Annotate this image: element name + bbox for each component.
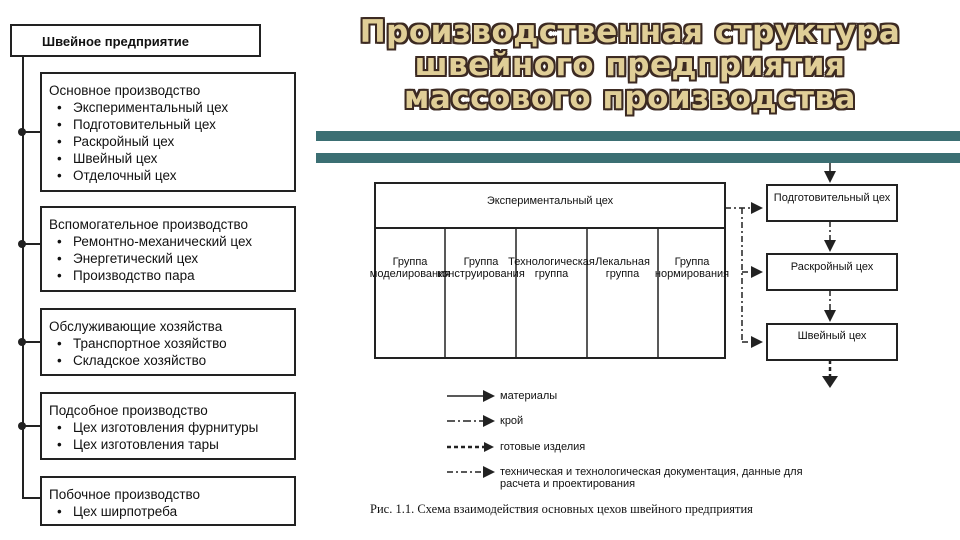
category-title: Основное производство <box>49 83 201 98</box>
legend-label: техническая и технологическая документация, данные для расчета и проектирования <box>500 466 803 490</box>
category-item: • Транспортное хозяйство <box>49 335 294 352</box>
group-cell: Технологическая группа <box>508 256 595 280</box>
group-cell: Лекальная группа <box>595 256 650 280</box>
exp-shop-header: Экспериментальный цех <box>486 195 614 207</box>
category-item: • Швейный цех <box>49 150 294 167</box>
group-cell: Группа нормирования <box>654 256 730 280</box>
flow-box-sewing: Швейный цех <box>797 330 867 342</box>
legend-line-finished <box>484 442 494 452</box>
category-item: • Ремонтно-механический цех <box>49 233 294 250</box>
title-line-3: массового производства <box>404 80 856 116</box>
group-cell: Группа моделирования <box>369 256 451 280</box>
category-item: • Цех ширпотреба <box>49 503 294 520</box>
flow-box-cutting: Раскройный цех <box>790 261 874 273</box>
figure-caption: Рис. 1.1. Схема взаимодействия основных цехов швейного предприятия <box>370 502 753 516</box>
category-title: Вспомогательное производство <box>49 217 249 232</box>
category-title: Подсобное производство <box>49 403 208 418</box>
category-item: • Отделочный цех <box>49 167 294 184</box>
category-title: Обслуживающие хозяйства <box>49 319 223 334</box>
category-item: • Складское хозяйство <box>49 352 294 369</box>
root-label: Швейное предприятие <box>42 34 189 49</box>
category-item: • Производство пара <box>49 267 294 284</box>
category-item: • Цех изготовления фурнитуры <box>49 419 294 436</box>
category-item: • Цех изготовления тары <box>49 436 294 453</box>
category-item: • Экспериментальный цех <box>49 99 294 116</box>
legend-label: крой <box>500 415 524 427</box>
category-item: • Раскройный цех <box>49 133 294 150</box>
flow-box-preparatory: Подготовительный цех <box>773 192 891 204</box>
legend-label: готовые изделия <box>500 441 586 453</box>
legend-label: материалы <box>500 390 558 402</box>
category-item: • Энергетический цех <box>49 250 294 267</box>
category-item: • Подготовительный цех <box>49 116 294 133</box>
title-line-2: швейного предприятия <box>414 47 846 83</box>
group-cell: Группа конструирования <box>437 256 525 280</box>
category-title: Побочное производство <box>49 487 201 502</box>
title-line-1: Производственная структура <box>359 14 901 50</box>
